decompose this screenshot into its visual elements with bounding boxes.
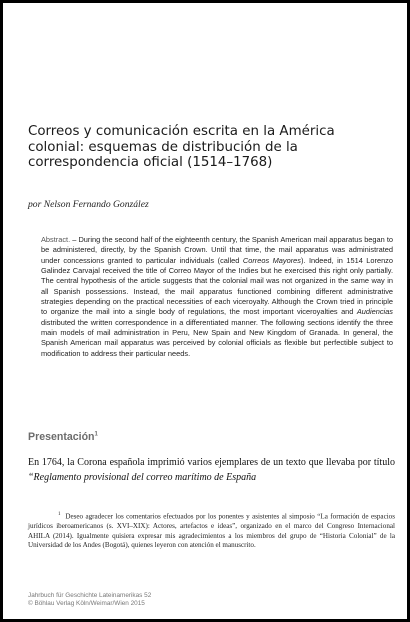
footnote-number: 1 xyxy=(58,512,61,517)
abstract-term-correos-mayores: Correos Mayores xyxy=(242,255,301,265)
body-quoted-title: “Reglamento provisional del correo marítimo de España xyxy=(28,472,257,483)
footnote-text: Deseo agradecer los comentarios efectuados por los ponentes y asistentes al simposio “La formación de espacios jurídicos iberoamericanos (s. XVI–XIX): Actores, artefactos e ideas”, organizado en el marco del Congreso Internacional AHILA (2014). Igualmente quisiera expresar mis agradecimientos a los miembros del grupo de “Historia Colonial” de la Universidad de los Andes (Bogotá), quienes leyeron con atención el manuscrito. xyxy=(28,512,395,550)
article-title: Correos y comunicación escrita en la América colonial: esquemas de distribución de la correspondencia oficial (1514–1768) xyxy=(28,124,335,170)
footnote xyxy=(28,510,395,551)
abstract-paragraph xyxy=(41,235,393,359)
abstract-term-audiencias: Audiencias xyxy=(356,307,393,317)
footnote-reference[interactable]: 1 xyxy=(94,431,98,438)
journal-name: Jahrbuch für Geschichte Lateinamerikas 52 xyxy=(28,592,152,599)
article-author: por Nelson Fernando González xyxy=(28,199,149,210)
document-page xyxy=(3,3,407,619)
body-text: En 1764, la Corona española imprimió varios ejemplares de un texto que llevaba por título xyxy=(28,457,395,468)
journal-info xyxy=(28,592,151,609)
body-paragraph xyxy=(28,455,395,485)
abstract-label: Abstract. xyxy=(41,235,71,244)
publisher-copyright: © Böhlau Verlag Köln/Weimar/Wien 2015 xyxy=(28,600,145,608)
abstract-text-part: distributed the written correspondence in a differentiated manner. The following sections identify the three main models of mail administration in Peru, New Spain and New Kingdom of Granada. In general, the Spanish American mail apparatus was perceived by colonial officials as flexible but perfectible subject to modification to address their particular needs. xyxy=(41,317,393,358)
section-heading-text: Presentación xyxy=(28,431,95,443)
section-heading xyxy=(28,431,98,443)
abstract-text-part: – During the second half of the eighteenth century, the Spanish American mail apparatus began to be administered, directly, by the Spanish Crown. Until that time, the mail apparatus was administrated under concessions granted to particular individuals (called xyxy=(41,235,393,265)
abstract-text-part: ). Indeed, in 1514 Lorenzo Galindez Carvajal received the title of Correo Mayor of the Indies but he exercised this right only partially. The central hypothesis of the article suggests that the colonial mail was not organized in the same way in all Spanish possessions. Instead, the mail apparatus functioned combining different administrative strategies depending on the practical necessities of each viceroyalty. Although the Crown tried in principle to organize the mail into a single body of regulations, the most important viceroyalties and xyxy=(41,255,393,317)
